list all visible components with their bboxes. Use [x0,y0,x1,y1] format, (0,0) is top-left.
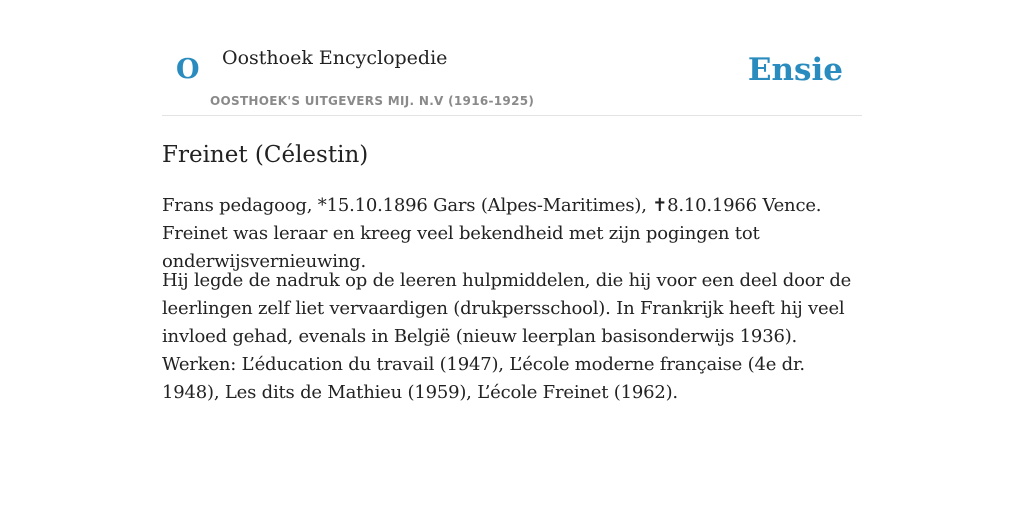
entry-title: Freinet (Célestin) [162,142,369,168]
ensie-brand-link[interactable]: Ensie [747,52,843,88]
publisher-subtitle: OOSTHOEK'S UITGEVERS MIJ. N.V (1916-1925) [210,94,535,108]
encyclopedia-title-link[interactable]: Oosthoek Encyclopedie [222,47,448,69]
encyclopedia-logo-link[interactable]: O [176,54,200,85]
page-container [162,0,862,403]
article-paragraph: Hij legde de nadruk op de leeren hulpmiddelen, die hij voor een deel door de leerlingen zelf liet vervaardigen (drukpersschool). In Frankrijk heeft hij veel invloed gehad, evenals in België (nieuw leerplan basisonderwijs 1936). Werken: L’éducation du travail (1947), L’école moderne française (4e dr. 1948), Les dits de Mathieu (1959), L’école Freinet (1962). [162,270,852,403]
header [162,0,862,116]
article-paragraph: Frans pedagoog, *15.10.1896 Gars (Alpes-Maritimes), ✝8.10.1966 Vence. Freinet was leraar en kreeg veel bekendheid met zijn pogingen tot onderwijsvernieuwing. [162,195,822,272]
